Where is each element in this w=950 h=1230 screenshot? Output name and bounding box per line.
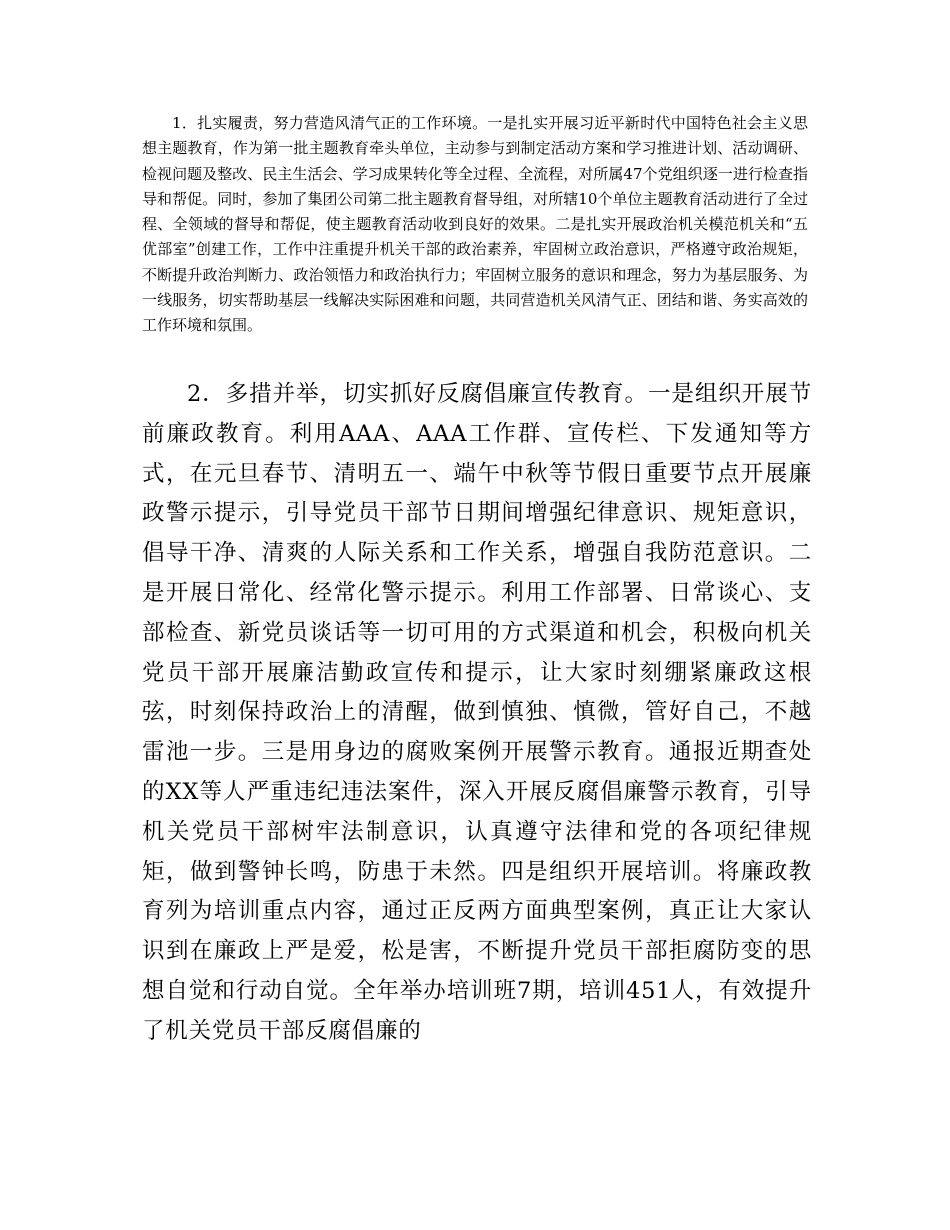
paragraph-2: 2．多措并举，切实抓好反腐倡廉宣传教育。一是组织开展节前廉政教育。利用AAA、AAA工作群、宣传栏、下发通知等方式，在元旦春节、清明五一、端午中秋等节假日重要节点开展廉政警示提示，引导党员干部节日期间增强纪律意识、规矩意识，倡导干净、清爽的人际关系和工作关系，增强自我防范意识。二是开展日常化、经常化警示提示。利用工作部署、日常谈心、支部检查、新党员谈话等一切可用的方式渠道和机会，积极向机关党员干部开展廉洁勤政宣传和提示，让大家时刻绷紧廉政这根弦，时刻保持政治上的清醒，做到慎独、慎微，管好自己，不越雷池一步。三是用身边的腐败案例开展警示教育。通报近期查处的XX等人严重违纪违法案件，深入开展反腐倡廉警示教育，引导机关党员干部树牢法制意识，认真遵守法律和党的各项纪律规矩，做到警钟长鸣，防患于未然。四是组织开展培训。将廉政教育列为培训重点内容，通过正反两方面典型案例，真正让大家认识到在廉政上严是爱，松是害，不断提升党员干部拒腐防变的思想自觉和行动自觉。全年举办培训班7期，培训451人，有效提升了机关党员干部反腐倡廉的 bbox=[142, 381, 812, 1044]
paragraph-1: 1．扎实履责，努力营造风清气正的工作环境。一是扎实开展习近平新时代中国特色社会主义思想主题教育，作为第一批主题教育牵头单位，主动参与到制定活动方案和学习推进计划、活动调研、检视问题及整改、民主生活会、学习成果转化等全过程、全流程，对所属47个党组织逐一进行检查指导和帮促。同时，参加了集团公司第二批主题教育督导组，对所辖10个单位主题教育活动进行了全过程、全领域的督导和帮促，使主题教育活动收到良好的效果。二是扎实开展政治机关模范机关和“五优部室”创建工作，工作中注重提升机关干部的政治素养，牢固树立政治意识，严格遵守政治规矩，不断提升政治判断力、政治领悟力和政治执行力；牢固树立服务的意识和理念，努力为基层服务、为一线服务，切实帮助基层一线解决实际困难和问题，共同营造机关风清气正、团结和谐、务实高效的工作环境和氛围。 bbox=[142, 114, 808, 335]
